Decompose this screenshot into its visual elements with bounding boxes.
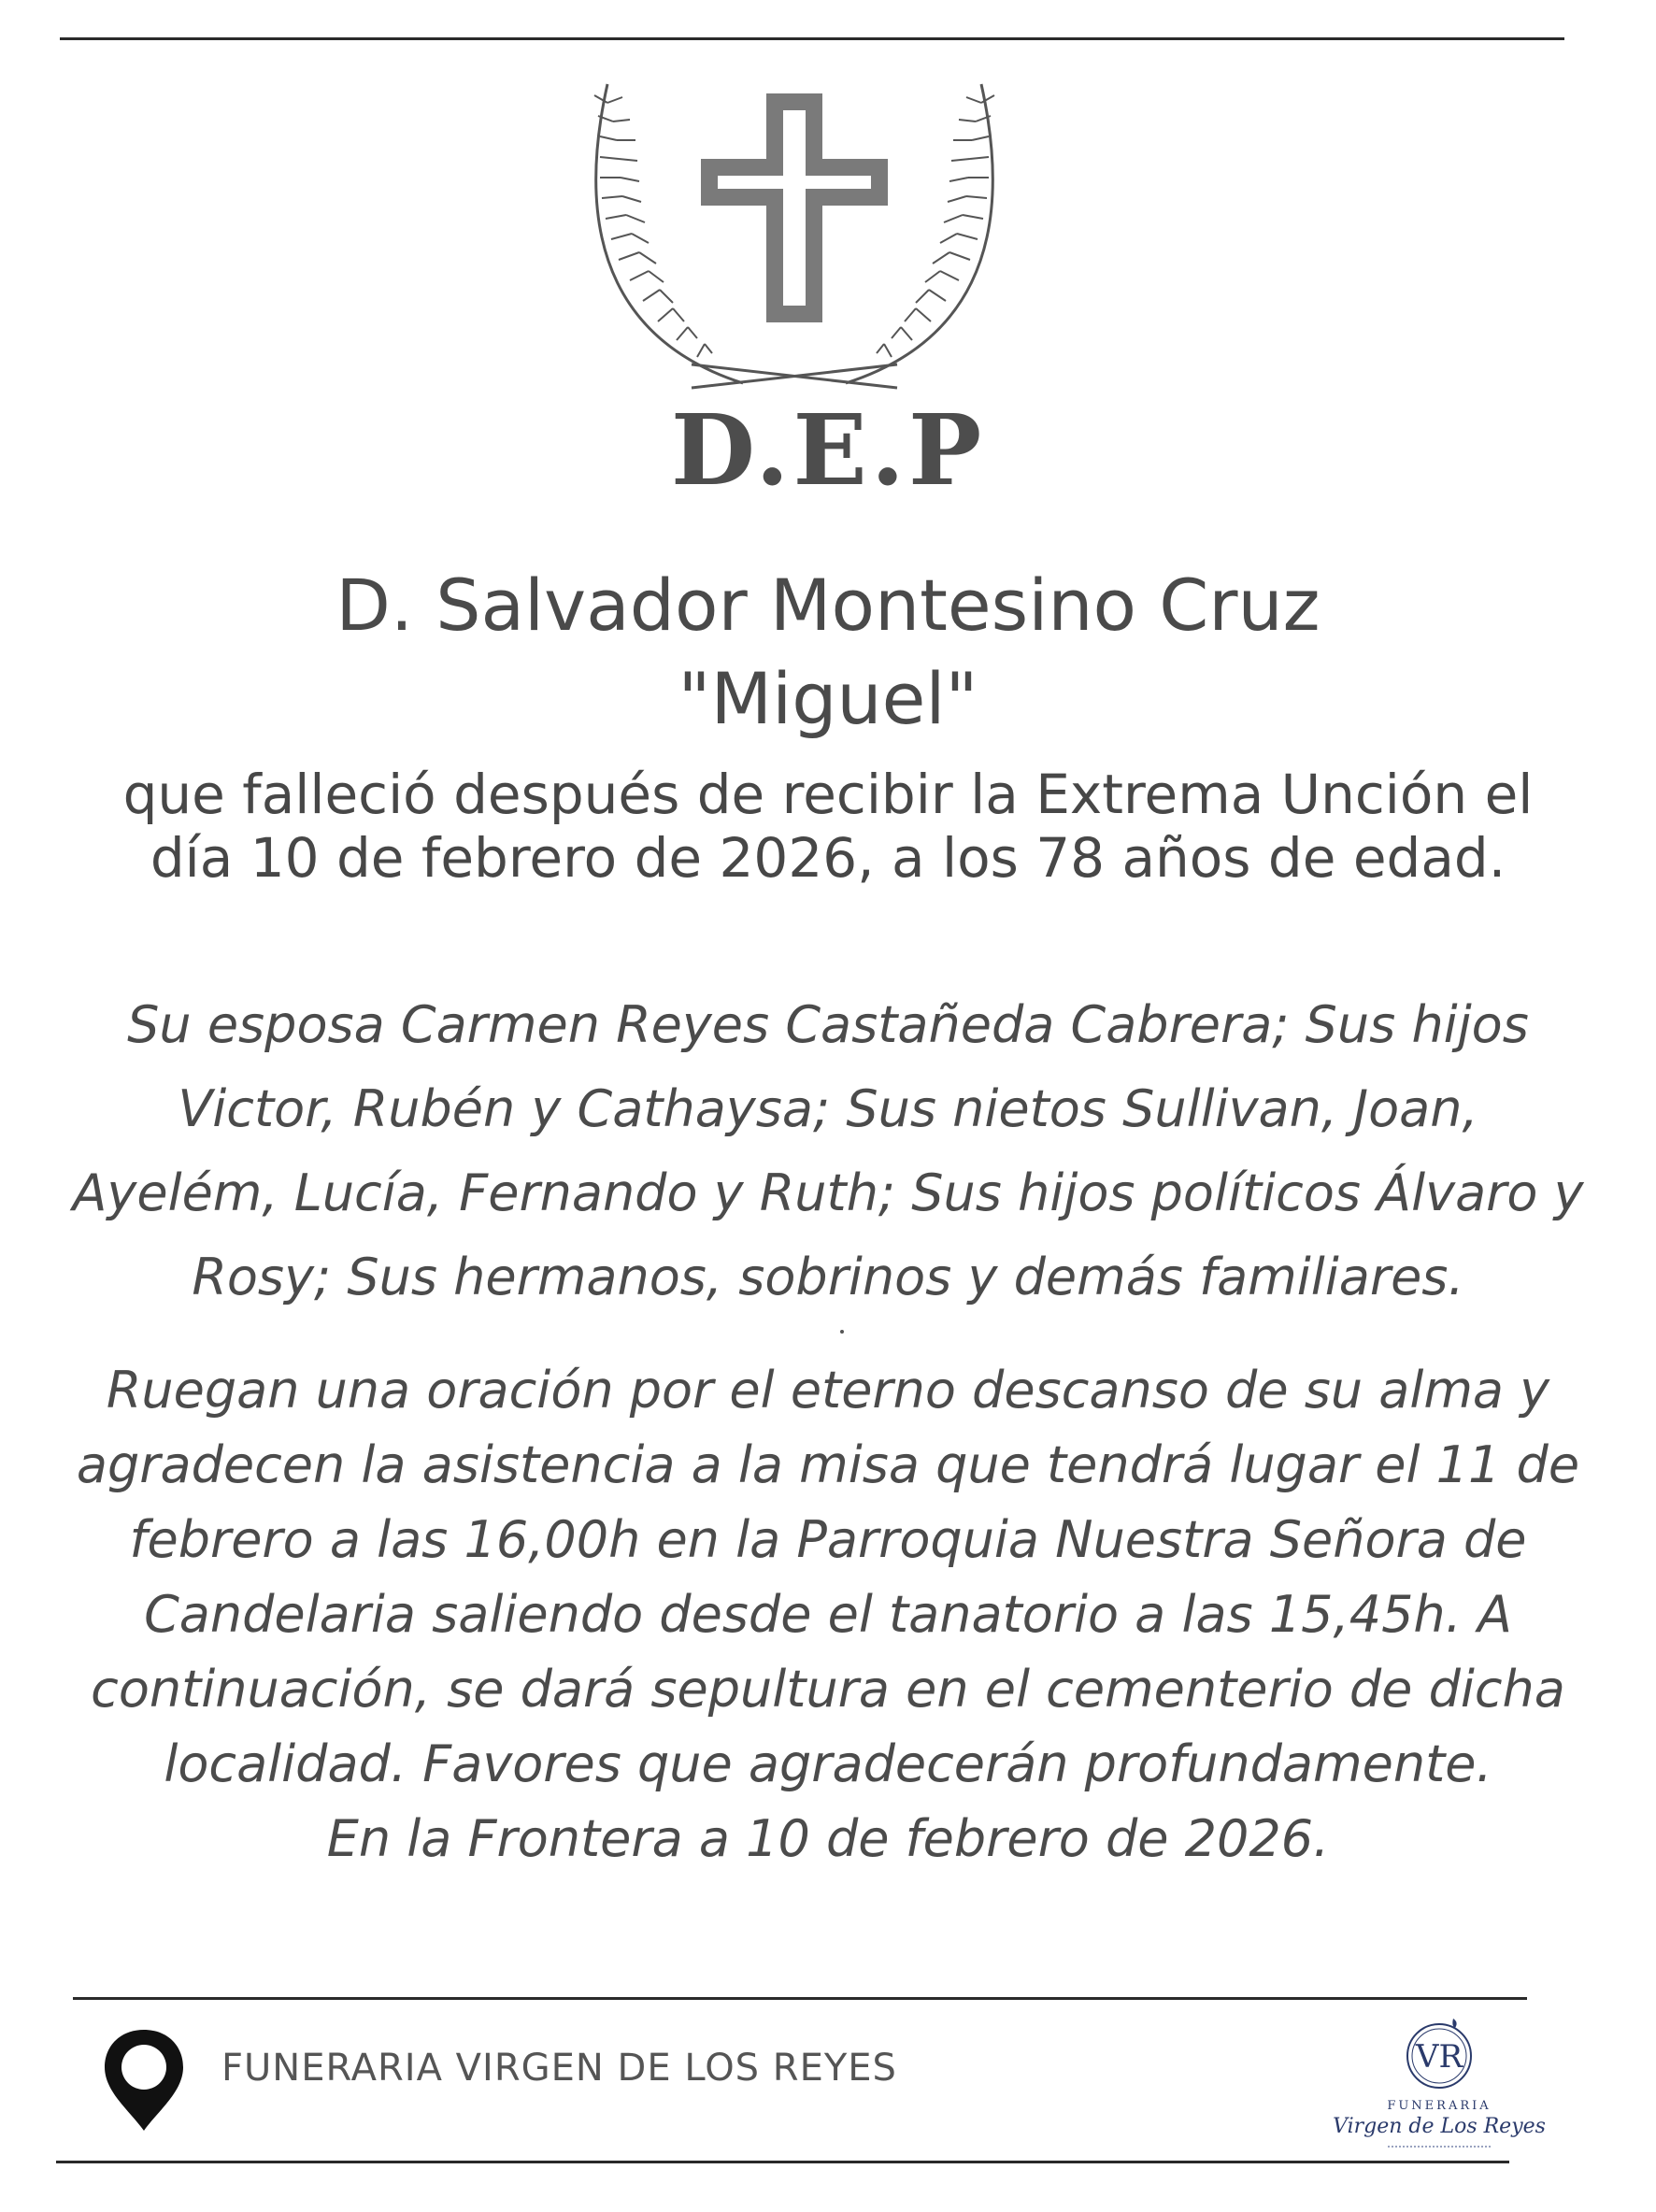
prayer-line: Ruegan una oración por el eterno descanso de su alma y xyxy=(106,1361,1550,1420)
family-line: Rosy; Sus hermanos, sobrinos y demás familiares. xyxy=(192,1248,1464,1306)
logo-emblem xyxy=(1397,2011,1481,2095)
prayer-line: continuación, se dará sepultura en el cementerio de dicha xyxy=(91,1660,1565,1719)
cross-with-palm-branches-icon xyxy=(551,65,1037,392)
separator-dot xyxy=(840,1330,844,1334)
prayer-paragraph xyxy=(0,1353,1656,1877)
footer-divider-bottom xyxy=(56,2161,1509,2163)
prayer-line: febrero a las 16,00h en la Parroquia Nuestra Señora de xyxy=(129,1510,1527,1569)
prayer-line: Candelaria saliendo desde el tanatorio a las 15,45h. A xyxy=(144,1585,1512,1644)
deceased-name-block xyxy=(0,559,1656,746)
deceased-name: D. Salvador Montesino Cruz xyxy=(335,564,1321,647)
family-line: Ayelém, Lucía, Fernando y Ruth; Sus hijos políticos Álvaro y xyxy=(72,1163,1584,1222)
logo-line-name: Virgen de Los Reyes xyxy=(1333,2115,1546,2138)
intro-line: que falleció después de recibir la Extrema Unción el xyxy=(122,763,1534,826)
family-line: Su esposa Carmen Reyes Castañeda Cabrera; Sus hijos xyxy=(127,995,1529,1054)
prayer-line: localidad. Favores que agradecerán profundamente. xyxy=(164,1734,1492,1793)
funeral-home-name: FUNERARIA VIRGEN DE LOS REYES xyxy=(221,2047,897,2090)
prayer-line: agradecen la asistencia a la misa que tendrá lugar el 11 de xyxy=(76,1435,1580,1494)
map-pin-icon xyxy=(101,2026,187,2134)
rip-heading: D.E.P xyxy=(670,392,986,507)
top-divider xyxy=(60,37,1564,40)
logo-monogram: VR xyxy=(1415,2038,1463,2076)
family-line: Victor, Rubén y Cathaysa; Sus nietos Sullivan, Joan, xyxy=(178,1079,1478,1138)
footer-divider-top xyxy=(73,1997,1527,2000)
prayer-line: En la Frontera a 10 de febrero de 2026. xyxy=(326,1809,1330,1868)
family-paragraph xyxy=(0,983,1656,1320)
logo-line-funeraria: FUNERARIA xyxy=(1387,2099,1492,2113)
funeral-home-logo xyxy=(1327,2011,1551,2151)
logo-tagline-dots xyxy=(1388,2146,1491,2149)
death-announcement xyxy=(0,763,1656,890)
intro-line: día 10 de febrero de 2026, a los 78 años de edad. xyxy=(150,826,1506,890)
deceased-nickname: "Miguel" xyxy=(678,657,978,740)
